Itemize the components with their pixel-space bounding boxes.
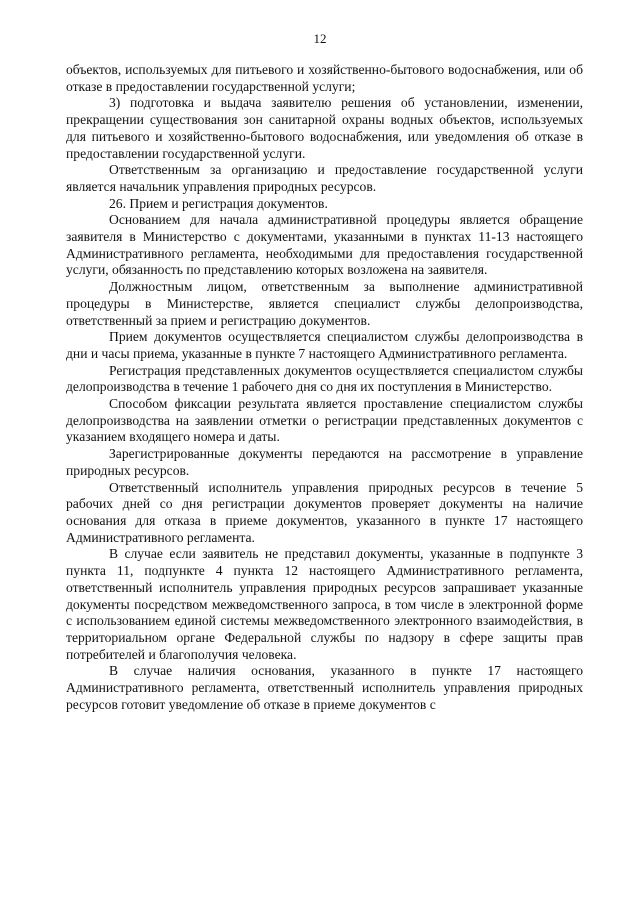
paragraph-official: Должностным лицом, ответственным за выполнение административной процедуры в Министерстве, является специалист службы делопроизводства, ответственный за прием и регистрацию документов. xyxy=(66,279,583,328)
paragraph-refusal: В случае наличия основания, указанного в пункте 17 настоящего Административного регламента, ответственный исполнитель управления природных ресурсов готовит уведомление об отказе в приеме документов с xyxy=(66,663,583,712)
paragraph-basis: Основанием для начала административной процедуры является обращение заявителя в Министерство с документами, указанными в пунктах 11-13 настоящего Административного регламента, необходимыми для предоставления государственной услуги, обязанность по представлению которых возложена на заявителя. xyxy=(66,212,583,278)
paragraph-reception: Прием документов осуществляется специалистом службы делопроизводства в дни и часы приема, указанные в пункте 7 настоящего Административного регламента. xyxy=(66,329,583,361)
paragraph-check: Ответственный исполнитель управления природных ресурсов в течение 5 рабочих дней со дня регистрации документов проверяет документы на наличие основания для отказа в приеме документов, указанного в пункте 17 настоящего Административного регламента. xyxy=(66,479,583,545)
paragraph-item-3: 3) подготовка и выдача заявителю решения об установлении, изменении, прекращении существования зон санитарной охраны водных объектов, используемых для питьевого и хозяйственно-бытового водоснабжения, или уведомления об отказе в предоставлении государственной услуги. xyxy=(66,95,583,161)
paragraph-registration: Регистрация представленных документов осуществляется специалистом службы делопроизводства в течение 1 рабочего дня со дня их поступления в Министерство. xyxy=(66,362,583,395)
page-number: 12 xyxy=(313,31,327,46)
section-heading-26: 26. Прием и регистрация документов. xyxy=(109,195,328,211)
paragraph-responsible-head: Ответственным за организацию и предоставление государственной услуги является начальник управления природных ресурсов. xyxy=(66,162,583,194)
paragraph-fixation: Способом фиксации результата является проставление специалистом службы делопроизводства на заявлении отметки о регистрации представленных документов с указанием входящего номера и даты. xyxy=(66,396,583,445)
paragraph-interagency-request: В случае если заявитель не представил документы, указанные в подпункте 3 пункта 11, подпункте 4 пункта 12 настоящего Административного регламента, ответственный исполнитель управления природных ресурсов запрашивает указанные документы посредством межведомственного запроса, в том числе в электронной форме с использованием единой системы межведомственного электронного взаимодействия, в территориальном органе Федеральной службы по надзору в сфере защиты прав потребителей и благополучия человека. xyxy=(66,546,583,662)
document-body xyxy=(66,62,583,713)
paragraph-continuation: объектов, используемых для питьевого и хозяйственно-бытового водоснабжения, или об отказе в предоставлении государственной услуги; xyxy=(66,62,583,94)
paragraph-transfer: Зарегистрированные документы передаются на рассмотрение в управление природных ресурсов. xyxy=(66,446,583,478)
